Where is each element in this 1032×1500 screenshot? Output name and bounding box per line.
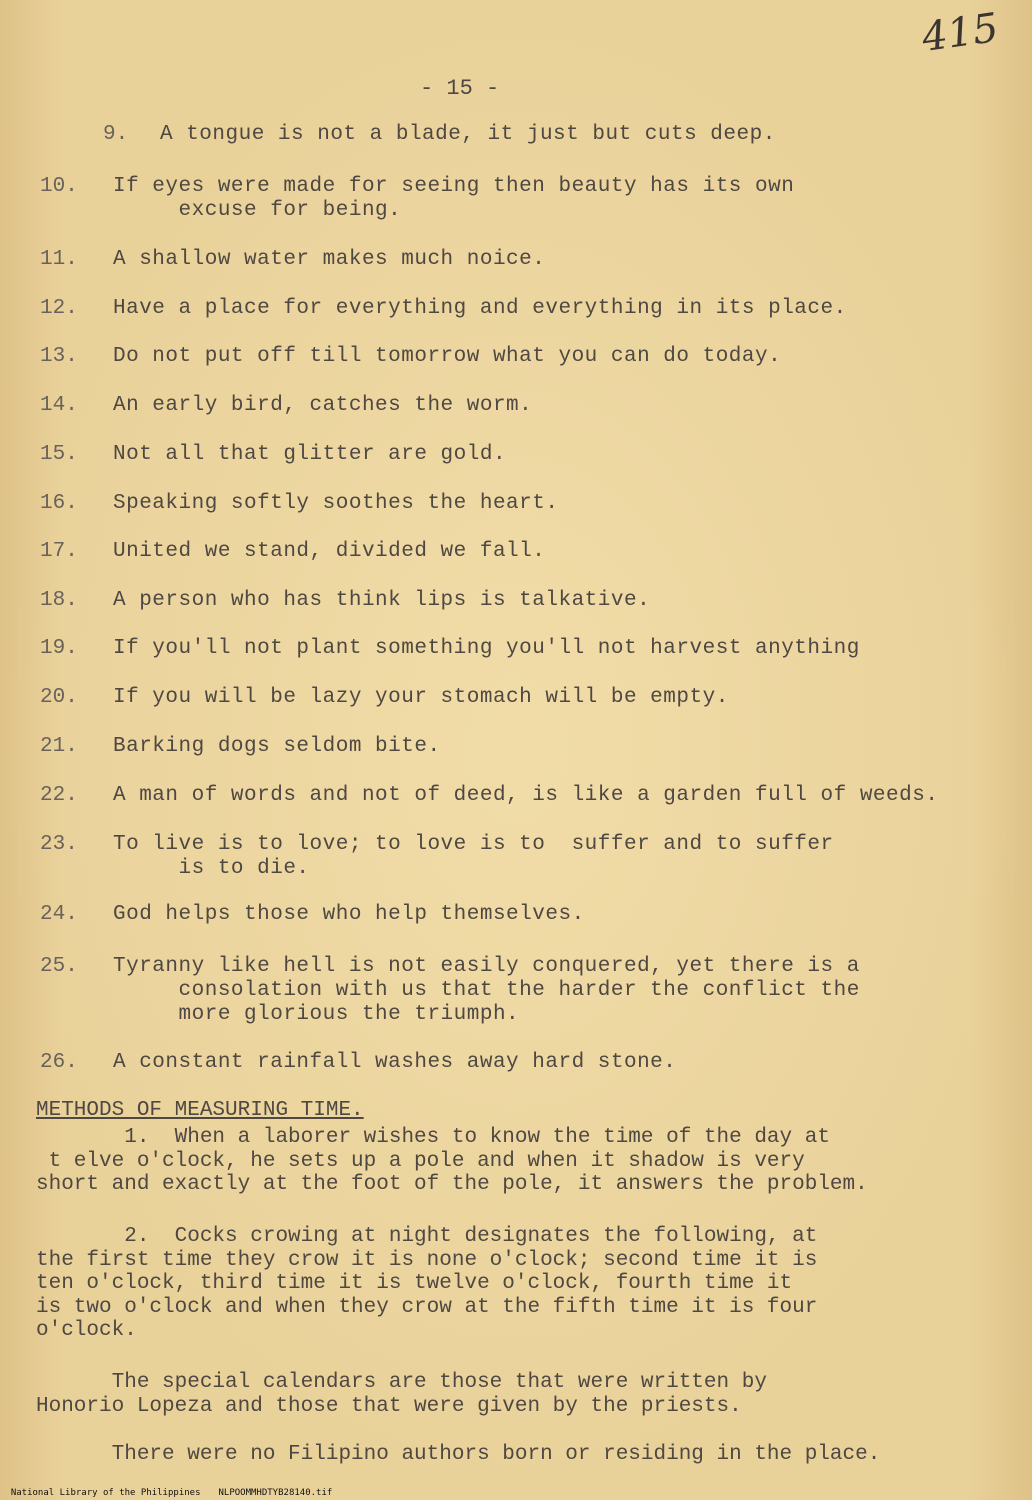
proverb-text: A man of words and not of deed, is like a garden full of weeds. [113, 784, 939, 807]
proverb-text: Have a place for everything and everything in its place. [113, 297, 847, 320]
paragraph-line: is two o'clock and when they crow at the fifth time it is four [36, 1295, 818, 1319]
paragraph-line: The special calendars are those that were written by [36, 1371, 767, 1394]
proverb-text: A shallow water makes much noice. [113, 248, 546, 271]
proverb-number: 9. [103, 123, 129, 146]
proverb-text: A person who has think lips is talkative. [113, 589, 651, 612]
proverb-text: more glorious the triumph. [113, 1003, 520, 1026]
proverb-number: 25. [40, 955, 78, 978]
proverb-text: If you'll not plant something you'll not harvest anything [113, 637, 860, 660]
proverb-number: 12. [40, 297, 78, 320]
proverb-text: United we stand, divided we fall. [113, 540, 546, 563]
proverb-number: 13. [40, 345, 78, 368]
proverb-text: Tyranny like hell is not easily conquered, yet there is a [113, 955, 860, 978]
proverb-number: 10. [40, 175, 78, 198]
proverb-text: Speaking softly soothes the heart. [113, 492, 559, 515]
proverb-number: 26. [40, 1051, 78, 1074]
proverb-text: If you will be lazy your stomach will be empty. [113, 686, 729, 709]
footer [0, 1478, 332, 1498]
paragraph-line: ten o'clock, third time it is twelve o'clock, fourth time it [36, 1272, 793, 1295]
section-heading: METHODS OF MEASURING TIME. [36, 1099, 364, 1122]
proverb-number: 16. [40, 492, 78, 515]
proverb-number: 14. [40, 394, 78, 417]
proverb-number: 15. [40, 443, 78, 466]
proverb-text: To live is to love; to love is to suffer and to suffer [113, 833, 834, 856]
paragraph-line: the first time they crow it is none o'clock; second time it is [36, 1248, 818, 1272]
proverb-number: 20. [40, 686, 78, 709]
page-number: - 15 - [420, 76, 500, 101]
proverb-number: 23. [40, 833, 78, 856]
proverb-number: 17. [40, 540, 78, 563]
page-annotation: 415 [919, 4, 1002, 62]
proverb-text: excuse for being. [113, 199, 402, 222]
paragraph-line: 2. Cocks crowing at night designates the following, at [36, 1225, 818, 1248]
proverb-number: 19. [40, 637, 78, 660]
paragraph-line: Honorio Lopeza and those that were given by the priests. [36, 1394, 742, 1418]
paragraph-line: 1. When a laborer wishes to know the time of the day at [36, 1126, 830, 1149]
paragraph-line: o'clock. [36, 1319, 137, 1342]
paragraph-line: short and exactly at the foot of the pole, it answers the problem. [36, 1173, 868, 1196]
proverb-text: is to die. [113, 857, 310, 880]
proverb-number: 22. [40, 784, 78, 807]
proverb-text: Barking dogs seldom bite. [113, 735, 441, 758]
proverb-number: 18. [40, 589, 78, 612]
proverb-text: An early bird, catches the worm. [113, 394, 533, 417]
proverb-number: 24. [40, 903, 78, 926]
proverb-text: If eyes were made for seeing then beauty has its own [113, 175, 795, 198]
proverb-number: 11. [40, 248, 78, 271]
proverb-text: God helps those who help themselves. [113, 903, 585, 926]
paragraph-line: There were no Filipino authors born or residing in the place. [36, 1443, 881, 1466]
proverb-text: A constant rainfall washes away hard stone. [113, 1051, 677, 1074]
proverb-number: 21. [40, 735, 78, 758]
footer-file: NLPOOMMHDTYB28140.tif [218, 1488, 333, 1498]
proverb-text: Not all that glitter are gold. [113, 443, 507, 466]
footer-library: National Library of the Philippines [10, 1488, 201, 1498]
paragraph-line: t elve o'clock, he sets up a pole and when it shadow is very [36, 1149, 805, 1173]
proverb-text: consolation with us that the harder the conflict the [113, 979, 860, 1002]
proverb-text: Do not put off till tomorrow what you can do today. [113, 345, 782, 368]
proverb-text: A tongue is not a blade, it just but cuts deep. [160, 123, 776, 146]
